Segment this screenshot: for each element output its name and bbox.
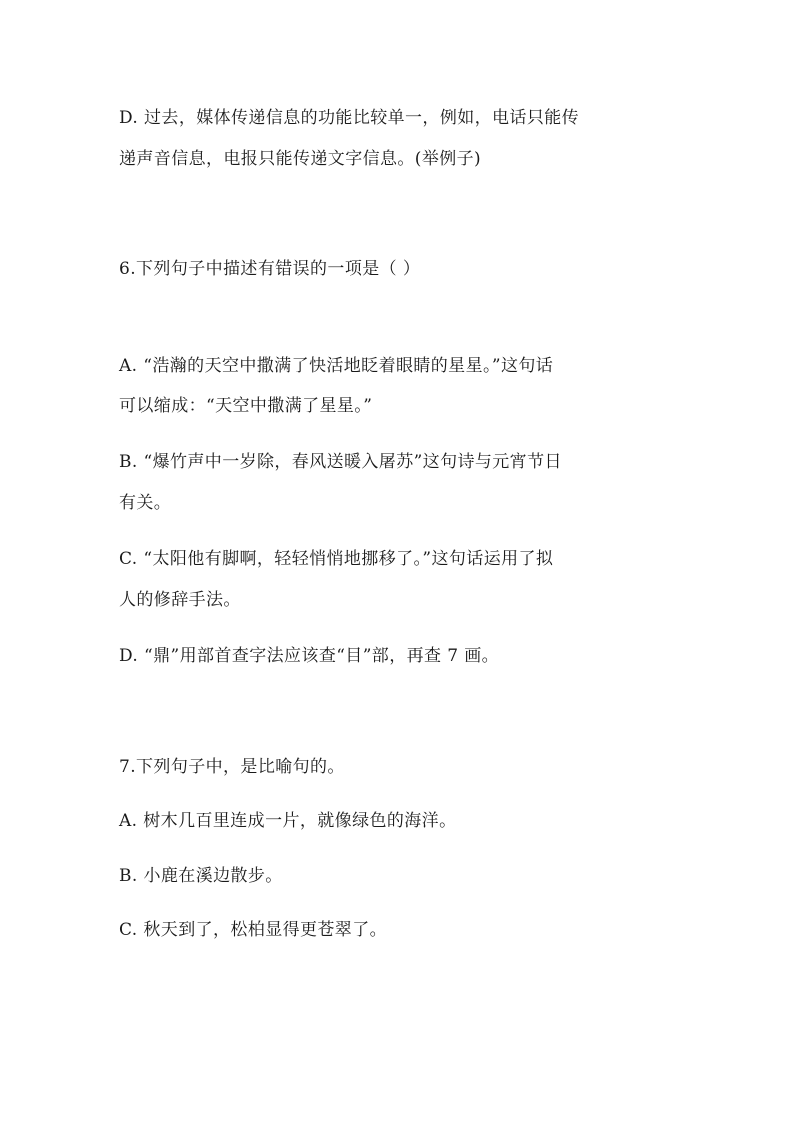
q5-option-d-line2: 递声音信息，电报只能传递文字信息。(举例子) [119,149,482,169]
q5-option-d-line1: D. 过去，媒体传递信息的功能比较单一，例如，电话只能传 [119,108,580,128]
q6-stem: 6.下列句子中描述有错误的一项是（ ） [119,259,421,279]
q6-option-b-line1: B. “爆竹声中一岁除，春风送暖入屠苏”这句诗与元宵节日 [119,452,562,472]
q6-option-b-line2: 有关。 [119,493,172,513]
q6-option-a-line1: A. “浩瀚的天空中撒满了快活地眨着眼睛的星星。”这句话 [119,356,554,376]
q7-stem: 7.下列句子中，是比喻句的。 [119,757,345,777]
q6-option-d: D. “鼎”用部首查字法应该查“目”部，再查 7 画。 [119,646,500,666]
q7-option-a: A. 树木几百里连成一片，就像绿色的海洋。 [119,811,457,831]
q6-option-a-line2: 可以缩成：“天空中撒满了星星。” [119,396,373,416]
q6-option-c-line1: C. “太阳他有脚啊，轻轻悄悄地挪移了。”这句话运用了拟 [119,549,554,569]
q7-option-c: C. 秋天到了，松柏显得更苍翠了。 [119,920,388,940]
q6-option-c-line2: 人的修辞手法。 [119,590,241,610]
q7-option-b: B. 小鹿在溪边散步。 [119,866,283,886]
